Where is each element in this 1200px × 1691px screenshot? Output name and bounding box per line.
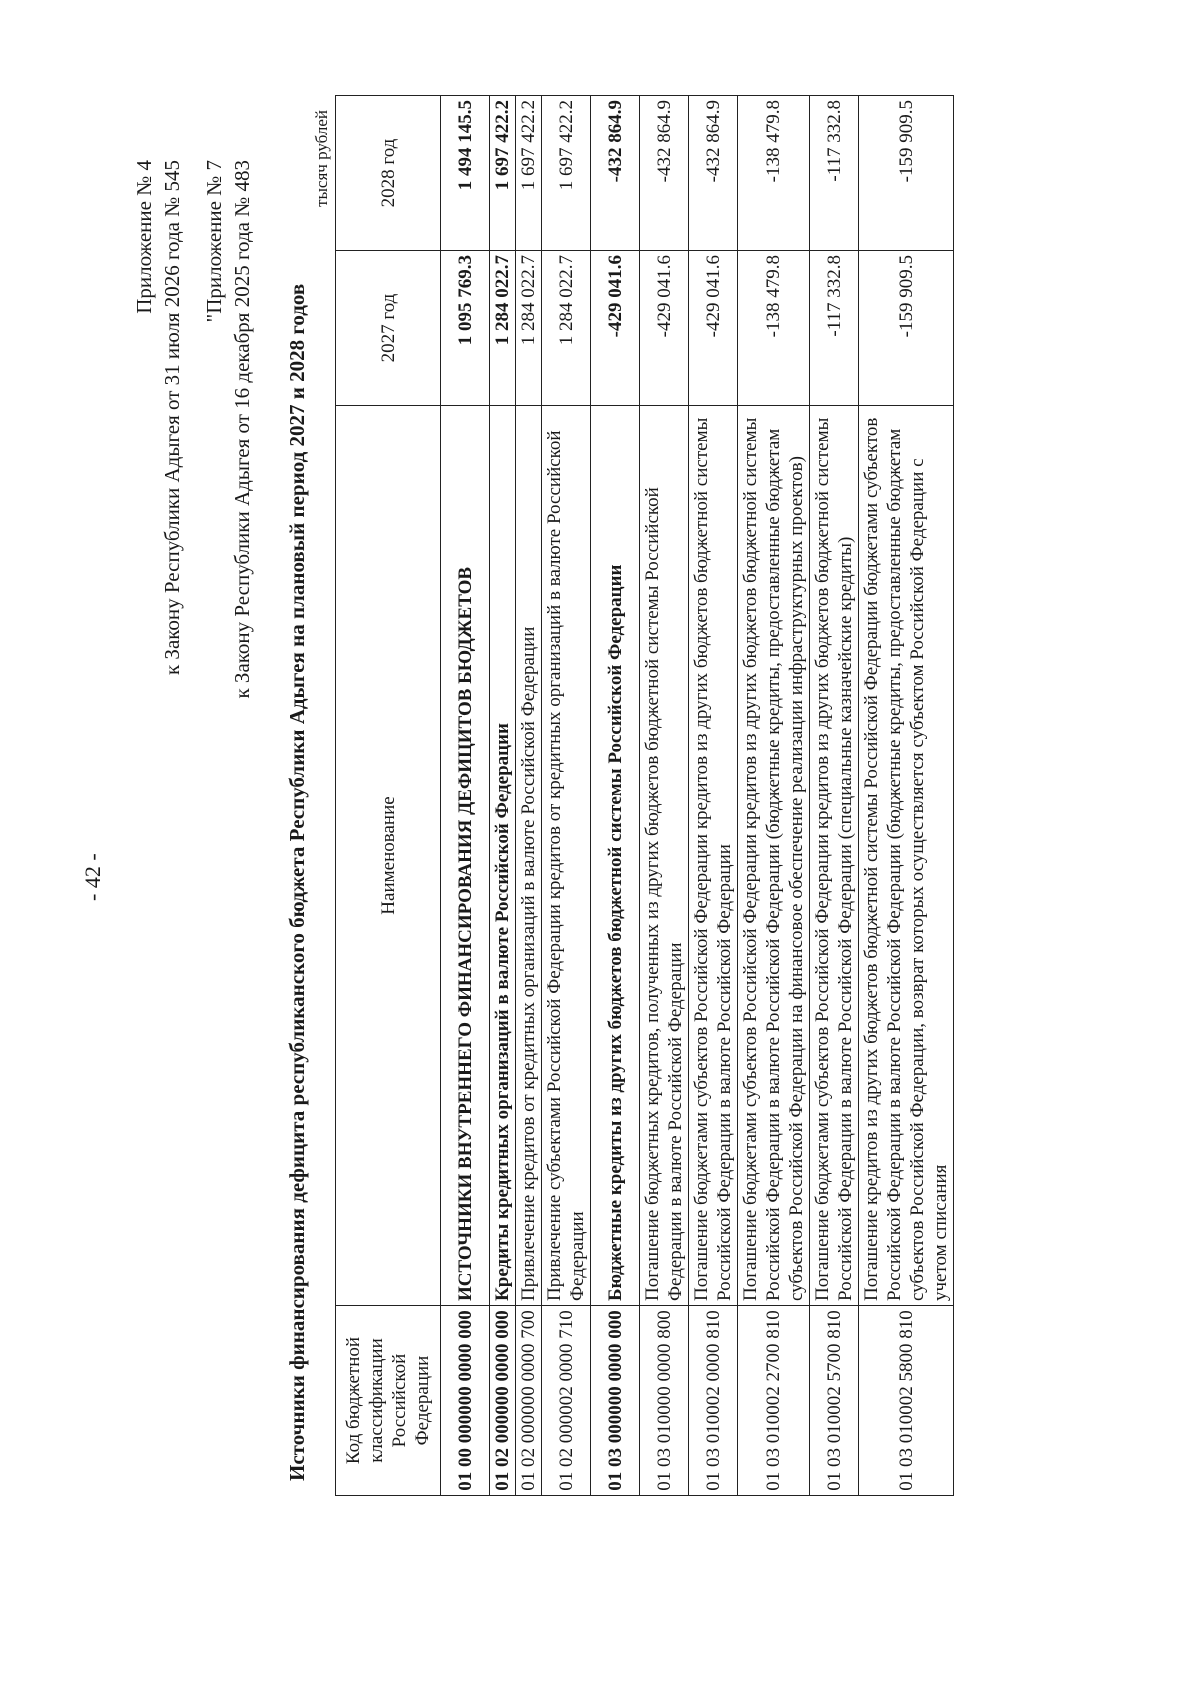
row-name: Кредиты кредитных организаций в валюте Российской Федерации	[490, 406, 516, 1306]
table-row	[859, 96, 954, 1496]
row-value-2027: -429 041.6	[689, 251, 738, 406]
table-row	[490, 96, 516, 1496]
units-label: тысяч рублей	[312, 110, 331, 207]
appendix-reference	[130, 160, 186, 675]
amended-appendix-reference	[200, 160, 256, 699]
header-2027: 2027 год	[336, 251, 441, 406]
row-value-2027: -429 041.6	[591, 251, 640, 406]
header-code: Код бюджетной классификации Российской Федерации	[336, 1306, 441, 1496]
row-value-2028: -432 864.9	[640, 96, 689, 251]
row-value-2027: -429 041.6	[640, 251, 689, 406]
row-value-2027: -117 332.8	[810, 251, 859, 406]
row-value-2028: -159 909.5	[859, 96, 954, 251]
table-row	[441, 96, 490, 1496]
table-row	[640, 96, 689, 1496]
row-value-2027: -138 479.8	[738, 251, 810, 406]
row-name: Привлечение кредитов от кредитных организаций в валюте Российской Федерации	[516, 406, 542, 1306]
row-code: 01 00 000000 0000 000	[441, 1306, 490, 1496]
row-name: Погашение бюджетами субъектов Российской Федерации кредитов из других бюджетов бюджетной системы Российской Федерации в валюте Российской Федерации (специальные казначейские кредиты)	[810, 406, 859, 1306]
row-name: Привлечение субъектами Российской Федерации кредитов от кредитных организаций в валюте Российской Федерации	[542, 406, 591, 1306]
row-value-2028: -432 864.9	[689, 96, 738, 251]
row-code: 01 03 010000 0000 800	[640, 1306, 689, 1496]
row-name: Погашение бюджетами субъектов Российской Федерации кредитов из других бюджетов бюджетной системы Российской Федерации в валюте Российской Федерации (бюджетные кредиты, предоставленные бюджетам субъектов Российской Федерации на финансовое обеспечение реализации инфраструктурных проектов)	[738, 406, 810, 1306]
row-name: Погашение бюджетных кредитов, полученных из других бюджетов бюджетной системы Российской Федерации в валюте Российской Федерации	[640, 406, 689, 1306]
table-row	[516, 96, 542, 1496]
amended-appendix-number: "Приложение № 7	[202, 160, 226, 323]
row-name: Бюджетные кредиты из других бюджетов бюджетной системы Российской Федерации	[591, 406, 640, 1306]
row-value-2027: 1 284 022.7	[542, 251, 591, 406]
amended-appendix-law-reference: к Закону Республики Адыгея от 16 декабря 2025 года № 483	[230, 160, 254, 699]
table-row	[591, 96, 640, 1496]
row-code: 01 03 010002 0000 810	[689, 1306, 738, 1496]
row-code: 01 02 000000 0000 000	[490, 1306, 516, 1496]
row-value-2027: 1 284 022.7	[490, 251, 516, 406]
row-name: ИСТОЧНИКИ ВНУТРЕННЕГО ФИНАНСИРОВАНИЯ ДЕФИЦИТОВ БЮДЖЕТОВ	[441, 406, 490, 1306]
row-value-2028: 1 697 422.2	[516, 96, 542, 251]
row-code: 01 03 010002 2700 810	[738, 1306, 810, 1496]
appendix-law-reference: к Закону Республики Адыгея от 31 июля 2026 года № 545	[160, 160, 184, 676]
table-row	[542, 96, 591, 1496]
row-value-2028: 1 697 422.2	[490, 96, 516, 251]
table-header-row	[336, 96, 441, 1496]
row-code: 01 03 000000 0000 000	[591, 1306, 640, 1496]
appendix-number: Приложение № 4	[132, 160, 156, 314]
page-number: - 42 -	[80, 853, 105, 901]
table-row	[810, 96, 859, 1496]
row-name: Погашение бюджетами субъектов Российской Федерации кредитов из других бюджетов бюджетной системы Российской Федерации в валюте Российской Федерации	[689, 406, 738, 1306]
row-value-2028: -432 864.9	[591, 96, 640, 251]
row-value-2027: 1 095 769.3	[441, 251, 490, 406]
document-title: Источники финансирования дефицита республиканского бюджета Республики Адыгея на плановый период 2027 и 2028 годов	[285, 283, 309, 1481]
row-name: Погашение кредитов из других бюджетов бюджетной системы Российской Федерации бюджетами субъектов Российской Федерации в валюте Российской Федерации (бюджетные кредиты, предоставленные бюджетам субъектов Российской Федерации, возврат которых осуществляется субъектом Российской Федерации с учетом списания	[859, 406, 954, 1306]
row-code: 01 02 000002 0000 710	[542, 1306, 591, 1496]
row-value-2027: 1 284 022.7	[516, 251, 542, 406]
financing-sources-table	[335, 95, 954, 1496]
table-row	[689, 96, 738, 1496]
row-value-2028: 1 494 145.5	[441, 96, 490, 251]
header-name: Наименование	[336, 406, 441, 1306]
row-value-2028: -117 332.8	[810, 96, 859, 251]
header-2028: 2028 год	[336, 96, 441, 251]
row-value-2027: -159 909.5	[859, 251, 954, 406]
row-code: 01 03 010002 5800 810	[859, 1306, 954, 1496]
row-value-2028: 1 697 422.2	[542, 96, 591, 251]
row-code: 01 03 010002 5700 810	[810, 1306, 859, 1496]
row-value-2028: -138 479.8	[738, 96, 810, 251]
row-code: 01 02 000000 0000 700	[516, 1306, 542, 1496]
table-row	[738, 96, 810, 1496]
